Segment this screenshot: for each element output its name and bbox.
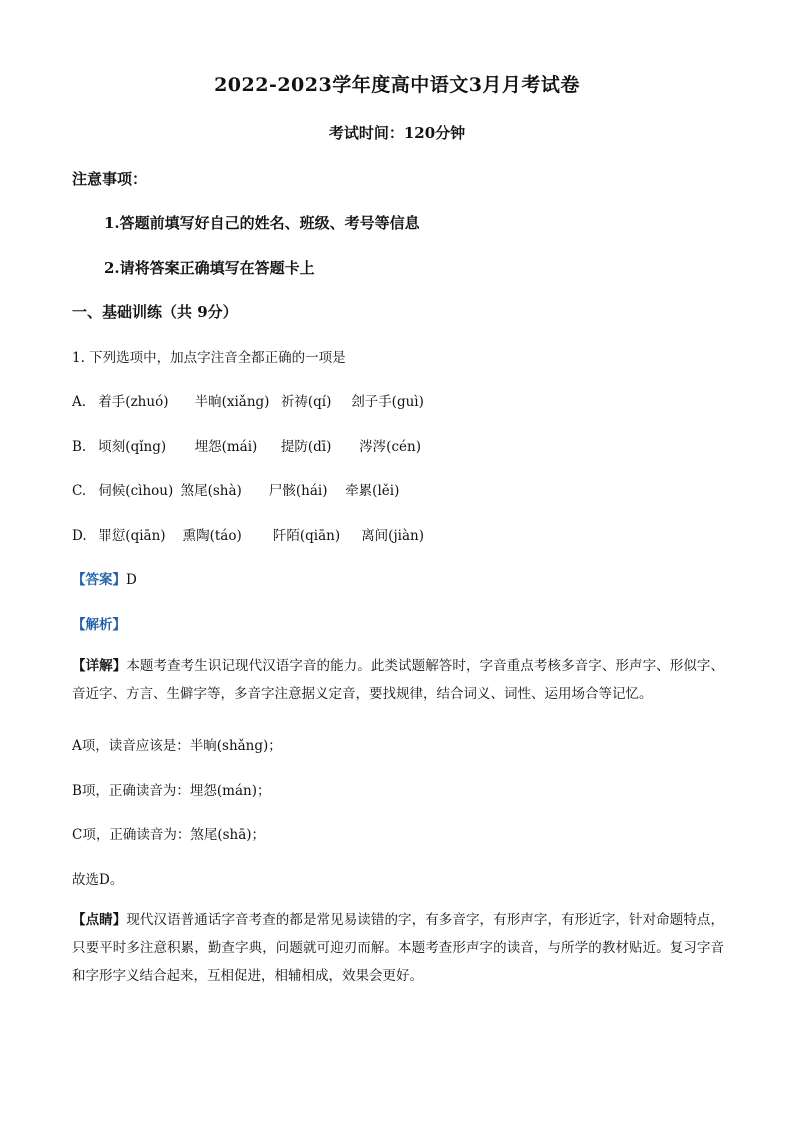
section-heading: 一、基础训练（共 9分） bbox=[72, 303, 238, 321]
comment-paragraph bbox=[72, 906, 724, 990]
exam-time: 考试时间：120分钟 bbox=[328, 124, 466, 142]
notice-item-1: 1.答题前填写好自己的姓名、班级、考号等信息 bbox=[104, 214, 420, 232]
option-item: 煞尾(shà) bbox=[180, 483, 242, 499]
page-title: 2022-2023学年度高中语文3月月考试卷 bbox=[214, 74, 580, 96]
answer-value: D bbox=[126, 572, 137, 588]
option-item: 刽子手(guì) bbox=[351, 394, 424, 410]
option-item: 着手(zhuó) bbox=[98, 394, 169, 410]
option-c bbox=[72, 479, 399, 499]
option-label: A. bbox=[72, 394, 87, 410]
comment-text: 现代汉语普通话字音考查的都是常见易读错的字，有多音字，有形声字，有形近字，针对命题特点，只要平时多注意积累，勤查字典，问题就可迎刃而解。本题考查形声字的读音，与所学的教材贴近。复习字音和字形字义结合起来，互相促进，相辅相成，效果会更好。 bbox=[72, 912, 725, 984]
comment-tag: 【点睛】 bbox=[72, 912, 127, 928]
option-item: 伺候(cìhou) bbox=[98, 483, 174, 499]
option-item: 熏陶(táo) bbox=[182, 528, 242, 544]
option-label: C. bbox=[72, 483, 87, 499]
option-item: 离间(jiàn) bbox=[361, 528, 424, 544]
option-item: 牵累(lěi) bbox=[345, 483, 400, 499]
final-choice: 故选D。 bbox=[72, 872, 124, 888]
correction-b: B项，正确读音为：埋怨(mán)； bbox=[72, 783, 271, 799]
analysis-line bbox=[72, 613, 126, 633]
question-stem: 1. 下列选项中，加点字注音全都正确的一项是 bbox=[72, 350, 346, 366]
analysis-tag: 【解析】 bbox=[72, 617, 126, 633]
answer-tag: 【答案】 bbox=[72, 572, 126, 588]
option-label: D. bbox=[72, 528, 87, 544]
detail-paragraph bbox=[72, 652, 724, 708]
detail-text: 本题考查考生识记现代汉语字音的能力。此类试题解答时，字音重点考核多音字、形声字、形似字、音近字、方言、生僻字等，多音字注意据义定音，要找规律，结合词义、词性、运用场合等记忆。 bbox=[72, 658, 725, 702]
correction-a: A项，读音应该是：半晌(shǎng)； bbox=[72, 738, 282, 754]
option-item: 涔涔(cén) bbox=[359, 439, 421, 455]
option-item: 顷刻(qǐng) bbox=[98, 439, 167, 455]
option-item: 祈祷(qí) bbox=[280, 394, 332, 410]
option-item: 半晌(xiǎng) bbox=[194, 394, 270, 410]
option-item: 罪愆(qiān) bbox=[98, 528, 166, 544]
option-item: 尸骸(hái) bbox=[268, 483, 328, 499]
detail-tag: 【详解】 bbox=[72, 658, 127, 674]
option-label: B. bbox=[72, 439, 87, 455]
option-item: 埋怨(mái) bbox=[194, 439, 258, 455]
option-item: 提防(dī) bbox=[280, 439, 332, 455]
correction-c: C项，正确读音为：煞尾(shā)； bbox=[72, 827, 266, 843]
option-b bbox=[72, 435, 421, 455]
option-item: 阡陌(qiān) bbox=[272, 528, 341, 544]
option-a bbox=[72, 390, 424, 410]
notice-heading: 注意事项： bbox=[72, 170, 148, 188]
option-d bbox=[72, 524, 424, 544]
notice-item-2: 2.请将答案正确填写在答题卡上 bbox=[104, 259, 315, 277]
answer-line bbox=[72, 568, 137, 588]
